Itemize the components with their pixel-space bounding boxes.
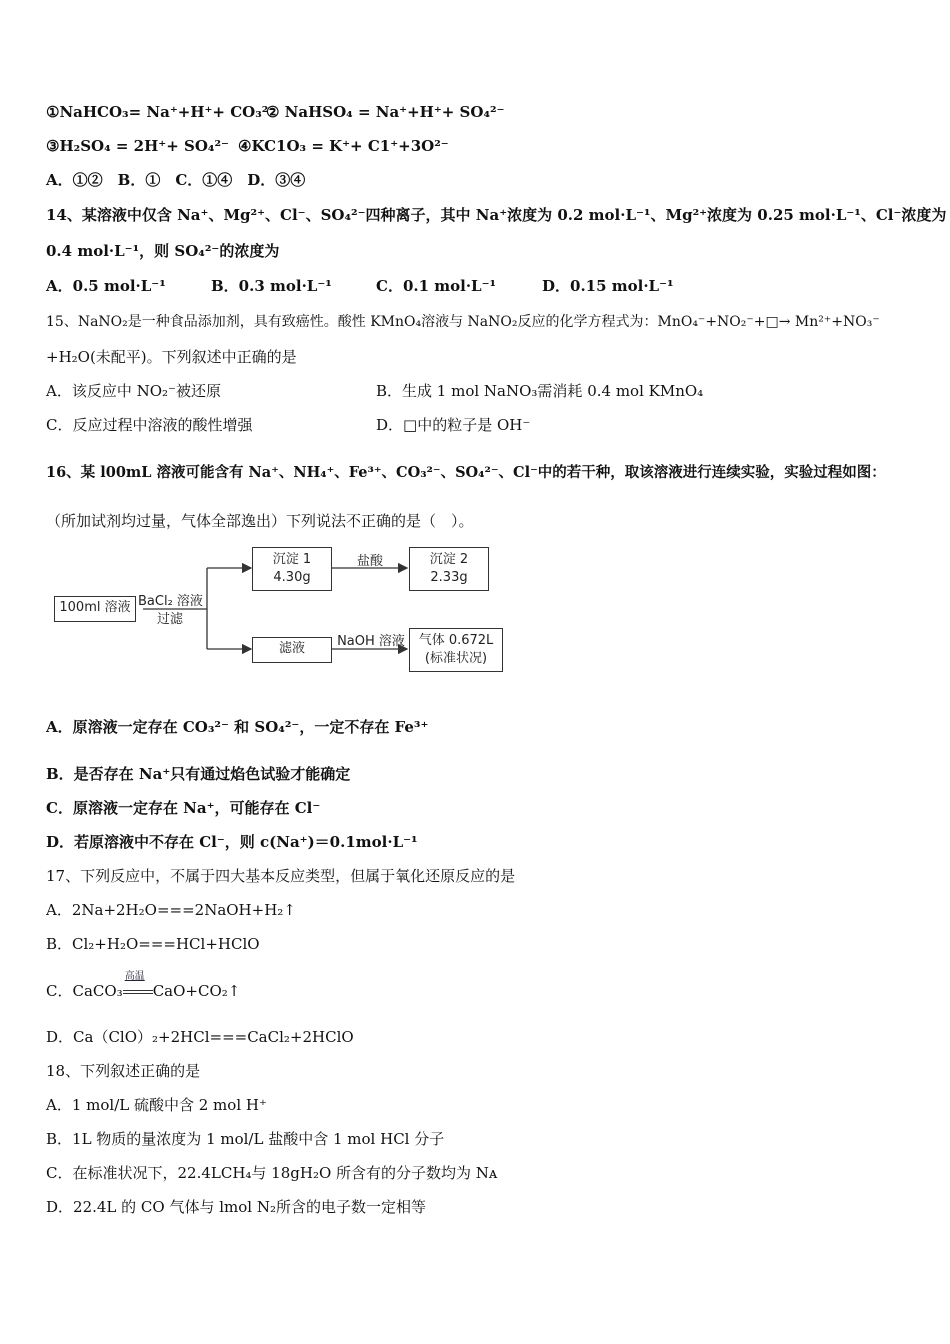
- q13-options: A．①② B．① C．①④ D．③④: [46, 171, 306, 189]
- q13-eq1: ①NaHCO₃= Na⁺+H⁺+ CO₃²⁻: [46, 103, 277, 121]
- high-temp-condition: [123, 971, 153, 1001]
- gas-box: [409, 628, 503, 672]
- naoh-label: NaOH 溶液: [337, 634, 405, 649]
- q15-option-d: D．□中的粒子是 OH⁻: [376, 416, 531, 434]
- q16-option-b: B．是否存在 Na⁺只有通过焰色试验才能确定: [46, 765, 351, 783]
- q18-option-b: B．1L 物质的量浓度为 1 mol/L 盐酸中含 1 mol HCl 分子: [46, 1130, 445, 1148]
- q18-option-a: A．1 mol/L 硫酸中含 2 mol H⁺: [46, 1096, 267, 1114]
- q16-stem-line1: 16、某 l00mL 溶液可能含有 Na⁺、NH₄⁺、Fe³⁺、CO₃²⁻、SO₄²⁻、Cl⁻中的若干种，取该溶液进行连续实验，实验过程如图：: [46, 464, 886, 481]
- q18-option-c: C．在标准状况下，22.4LCH₄与 18gH₂O 所含有的分子数均为 Nᴀ: [46, 1164, 498, 1182]
- q15-option-a: A．该反应中 NO₂⁻被还原: [46, 382, 221, 400]
- precipitate1-box: [252, 547, 332, 591]
- q17-option-d: D．Ca（ClO）₂+2HCl===CaCl₂+2HClO: [46, 1028, 354, 1046]
- q15-option-c: C．反应过程中溶液的酸性增强: [46, 416, 253, 434]
- q16-option-a: A．原溶液一定存在 CO₃²⁻ 和 SO₄²⁻，一定不存在 Fe³⁺: [46, 718, 429, 736]
- q18-option-d: D．22.4L 的 CO 气体与 lmol N₂所含的电子数一定相等: [46, 1198, 426, 1216]
- q17-option-c: [46, 971, 241, 1001]
- filtrate-box: 滤液: [252, 637, 332, 663]
- q13-eq2: ② NaHSO₄ = Na⁺+H⁺+ SO₄²⁻: [266, 103, 505, 121]
- q16-option-c: C．原溶液一定存在 Na⁺，可能存在 Cl⁻: [46, 799, 321, 817]
- q14-option-d: D．0.15 mol·L⁻¹: [542, 277, 674, 295]
- precipitate1-name: 沉淀 1: [272, 552, 312, 567]
- gas-conditions: (标准状况): [424, 651, 488, 666]
- bacl2-label: BaCl₂ 溶液: [138, 594, 203, 609]
- filter-label: 过滤: [156, 612, 183, 627]
- q17-option-a: A．2Na+2H₂O===2NaOH+H₂↑: [46, 901, 296, 919]
- q15-stem-line2: +H₂O(未配平)。下列叙述中正确的是: [46, 348, 297, 366]
- q14-option-a: A．0.5 mol·L⁻¹: [46, 277, 166, 295]
- q14-stem-line1: 14、某溶液中仅含 Na⁺、Mg²⁺、Cl⁻、SO₄²⁻四种离子，其中 Na⁺浓度为 0.2 mol·L⁻¹、Mg²⁺浓度为 0.25 mol·L⁻¹、Cl⁻浓度为: [46, 206, 947, 224]
- q16-option-d: D．若原溶液中不存在 Cl⁻，则 c(Na⁺)＝0.1mol·L⁻¹: [46, 833, 418, 851]
- q17-option-c-reactant: C．CaCO₃: [46, 982, 123, 1000]
- q13-eq3: ③H₂SO₄ = 2H⁺+ SO₄²⁻: [46, 137, 229, 155]
- q17-stem: 17、下列反应中，不属于四大基本反应类型，但属于氧化还原反应的是: [46, 867, 516, 885]
- q17-option-c-products: CaO+CO₂↑: [152, 982, 241, 1000]
- precipitate2-mass: 2.33g: [430, 570, 468, 585]
- gas-volume: 气体 0.672L: [418, 633, 494, 648]
- precipitate2-box: [409, 547, 489, 591]
- hcl-label: 盐酸: [356, 554, 383, 569]
- q14-stem-line2: 0.4 mol·L⁻¹，则 SO₄²⁻的浓度为: [46, 242, 280, 260]
- experiment-flow-diagram: [52, 542, 512, 677]
- q14-option-b: B．0.3 mol·L⁻¹: [211, 277, 332, 295]
- q18-stem: 18、下列叙述正确的是: [46, 1062, 201, 1080]
- q16-stem-line2: （所加试剂均过量，气体全部逸出）下列说法不正确的是（ ）。: [46, 512, 474, 530]
- precipitate2-name: 沉淀 2: [429, 552, 469, 567]
- q13-eq4: ④KC1O₃ = K⁺+ C1⁺+3O²⁻: [238, 137, 449, 155]
- q14-option-c: C．0.1 mol·L⁻¹: [376, 277, 497, 295]
- q15-stem-line1: 15、NaNO₂是一种食品添加剂，具有致癌性。酸性 KMnO₄溶液与 NaNO₂反应的化学方程式为：MnO₄⁻+NO₂⁻+□→ Mn²⁺+NO₃⁻: [46, 314, 880, 330]
- precipitate1-mass: 4.30g: [273, 570, 311, 585]
- start-solution-box: 100ml 溶液: [54, 596, 136, 622]
- q15-option-b: B．生成 1 mol NaNO₃需消耗 0.4 mol KMnO₄: [376, 382, 704, 400]
- q17-option-b: B．Cl₂+H₂O===HCl+HClO: [46, 935, 260, 953]
- high-temp-label: 高温: [124, 971, 145, 982]
